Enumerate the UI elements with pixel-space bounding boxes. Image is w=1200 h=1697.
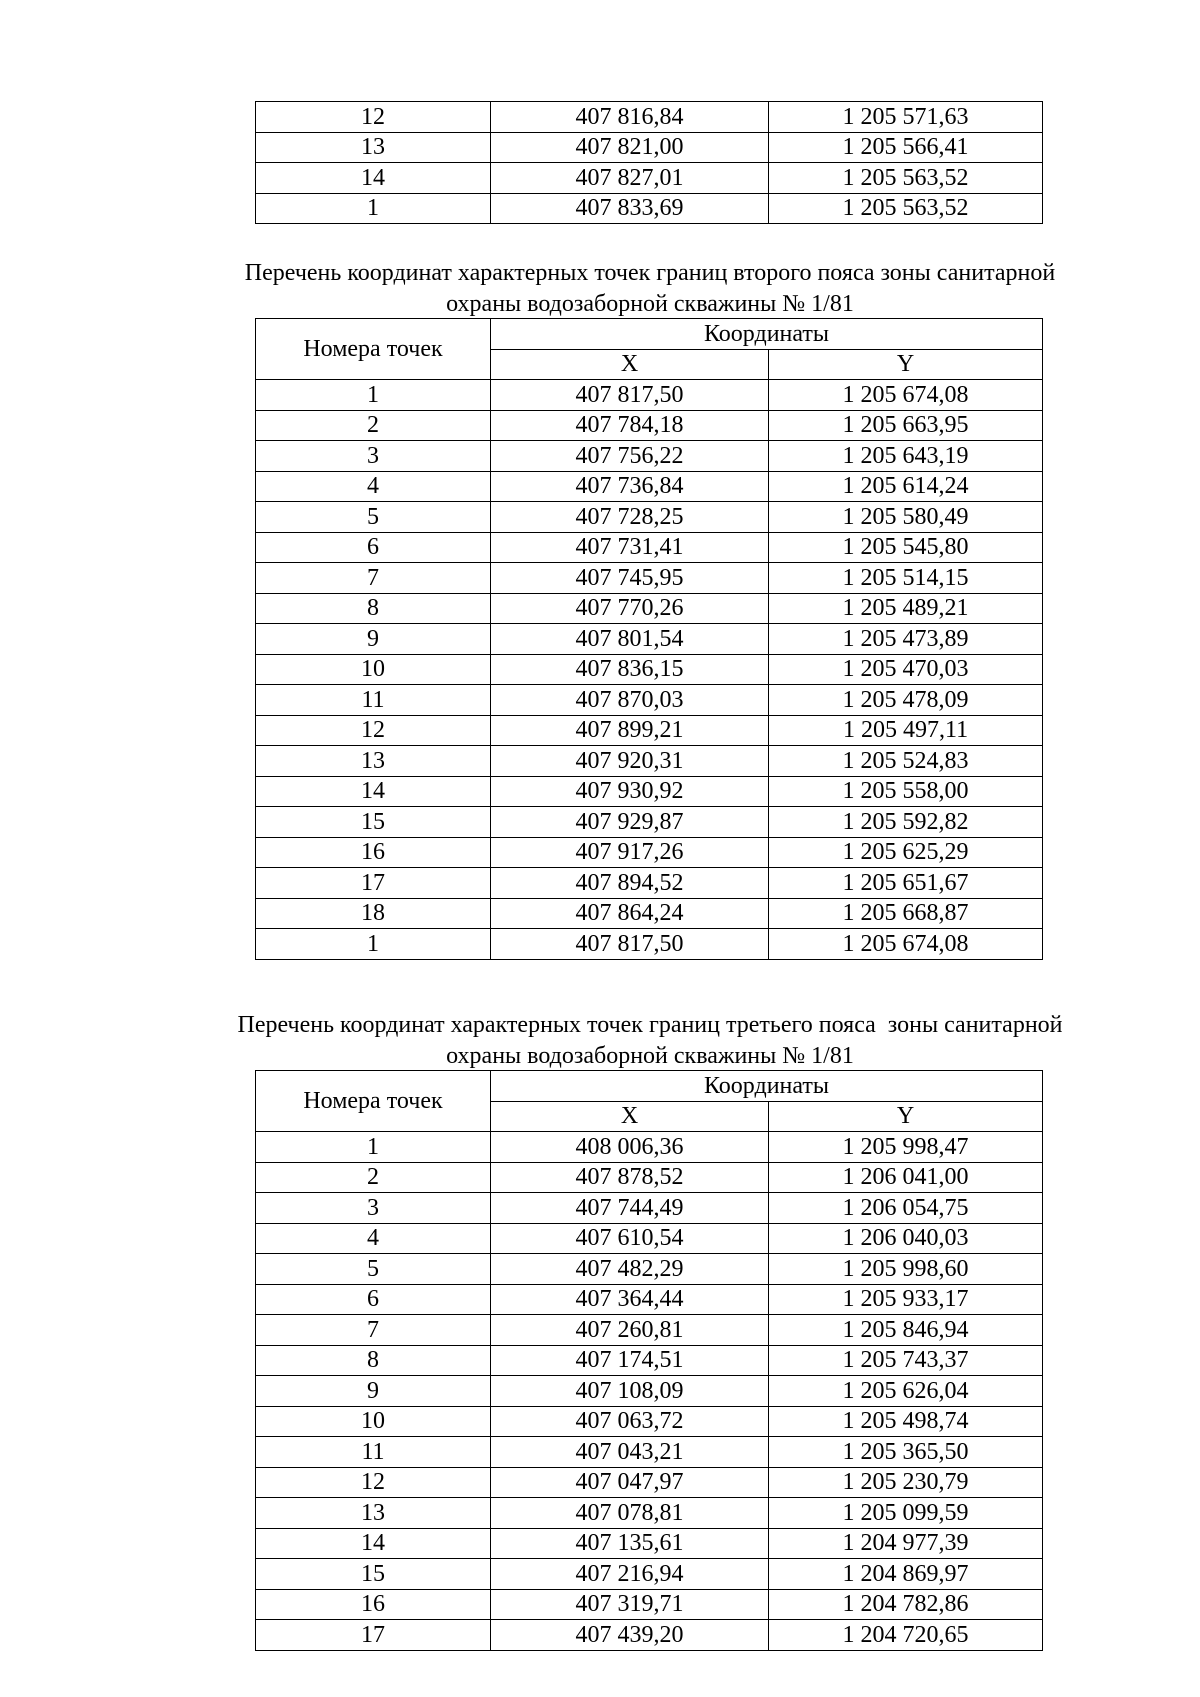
x-coordinate-cell: 407 920,31 xyxy=(491,746,769,777)
point-number-cell: 15 xyxy=(256,807,491,838)
x-coordinate-cell: 407 745,95 xyxy=(491,563,769,594)
table-row xyxy=(256,1376,1043,1407)
x-coordinate-cell: 407 770,26 xyxy=(491,593,769,624)
x-coordinate-cell: 407 878,52 xyxy=(491,1162,769,1193)
point-number-cell: 12 xyxy=(256,715,491,746)
continuation-table-body xyxy=(256,102,1043,224)
x-coordinate-cell: 407 917,26 xyxy=(491,837,769,868)
point-number-cell: 14 xyxy=(256,776,491,807)
third-zone-table-body xyxy=(256,1132,1043,1651)
table-row xyxy=(256,654,1043,685)
x-coordinate-cell: 407 929,87 xyxy=(491,807,769,838)
y-coordinate-cell: 1 205 473,89 xyxy=(769,624,1043,655)
y-coordinate-cell: 1 206 041,00 xyxy=(769,1162,1043,1193)
table-row xyxy=(256,1223,1043,1254)
table-row xyxy=(256,1559,1043,1590)
x-coordinate-cell: 407 801,54 xyxy=(491,624,769,655)
table-row xyxy=(256,1589,1043,1620)
y-coordinate-cell: 1 204 977,39 xyxy=(769,1528,1043,1559)
x-coordinate-cell: 407 836,15 xyxy=(491,654,769,685)
continuation-coordinates-table xyxy=(255,101,1043,224)
header-x: X xyxy=(491,349,769,380)
table-row xyxy=(256,532,1043,563)
table-row xyxy=(256,1406,1043,1437)
x-coordinate-cell: 407 216,94 xyxy=(491,1559,769,1590)
y-coordinate-cell: 1 205 545,80 xyxy=(769,532,1043,563)
table-row xyxy=(256,1193,1043,1224)
table-row xyxy=(256,837,1043,868)
table-row xyxy=(256,1498,1043,1529)
table-row xyxy=(256,593,1043,624)
point-number-cell: 1 xyxy=(256,1132,491,1163)
x-coordinate-cell: 407 736,84 xyxy=(491,471,769,502)
point-number-cell: 3 xyxy=(256,1193,491,1224)
third-zone-coordinates-table xyxy=(255,1070,1043,1651)
y-coordinate-cell: 1 205 998,60 xyxy=(769,1254,1043,1285)
header-point-numbers: Номера точек xyxy=(256,1071,491,1132)
x-coordinate-cell: 407 744,49 xyxy=(491,1193,769,1224)
point-number-cell: 15 xyxy=(256,1559,491,1590)
y-coordinate-cell: 1 205 614,24 xyxy=(769,471,1043,502)
point-number-cell: 3 xyxy=(256,441,491,472)
x-coordinate-cell: 407 731,41 xyxy=(491,532,769,563)
point-number-cell: 1 xyxy=(256,380,491,411)
point-number-cell: 9 xyxy=(256,1376,491,1407)
x-coordinate-cell: 407 817,50 xyxy=(491,380,769,411)
y-coordinate-cell: 1 205 651,67 xyxy=(769,868,1043,899)
y-coordinate-cell: 1 206 054,75 xyxy=(769,1193,1043,1224)
table-row xyxy=(256,807,1043,838)
point-number-cell: 6 xyxy=(256,532,491,563)
point-number-cell: 2 xyxy=(256,410,491,441)
table-row xyxy=(256,746,1043,777)
x-coordinate-cell: 407 439,20 xyxy=(491,1620,769,1651)
x-coordinate-cell: 407 078,81 xyxy=(491,1498,769,1529)
y-coordinate-cell: 1 205 571,63 xyxy=(769,102,1043,133)
point-number-cell: 5 xyxy=(256,1254,491,1285)
point-number-cell: 14 xyxy=(256,1528,491,1559)
table-row xyxy=(256,1315,1043,1346)
header-coordinates: Координаты xyxy=(491,1071,1043,1102)
x-coordinate-cell: 407 894,52 xyxy=(491,868,769,899)
second-zone-caption xyxy=(160,258,1140,320)
table-row xyxy=(256,1162,1043,1193)
header-point-numbers: Номера точек xyxy=(256,319,491,380)
y-coordinate-cell: 1 205 580,49 xyxy=(769,502,1043,533)
third-zone-caption-line1: Перечень координат характерных точек границ третьего пояса зоны санитарной xyxy=(237,1012,1063,1038)
second-zone-coordinates-table xyxy=(255,318,1043,960)
y-coordinate-cell: 1 205 497,11 xyxy=(769,715,1043,746)
y-coordinate-cell: 1 205 558,00 xyxy=(769,776,1043,807)
table-row xyxy=(256,1437,1043,1468)
point-number-cell: 17 xyxy=(256,868,491,899)
table-row xyxy=(256,1345,1043,1376)
point-number-cell: 4 xyxy=(256,1223,491,1254)
y-coordinate-cell: 1 205 625,29 xyxy=(769,837,1043,868)
y-coordinate-cell: 1 205 663,95 xyxy=(769,410,1043,441)
table-row xyxy=(256,1254,1043,1285)
table-row xyxy=(256,776,1043,807)
table-header-row xyxy=(256,1071,1043,1102)
header-coordinates: Координаты xyxy=(491,319,1043,350)
point-number-cell: 4 xyxy=(256,471,491,502)
third-zone-caption-line2: охраны водозаборной скважины № 1/81 xyxy=(446,1043,854,1069)
y-coordinate-cell: 1 205 674,08 xyxy=(769,380,1043,411)
x-coordinate-cell: 407 728,25 xyxy=(491,502,769,533)
x-coordinate-cell: 407 899,21 xyxy=(491,715,769,746)
point-number-cell: 12 xyxy=(256,102,491,133)
y-coordinate-cell: 1 205 365,50 xyxy=(769,1437,1043,1468)
point-number-cell: 11 xyxy=(256,685,491,716)
table-row xyxy=(256,624,1043,655)
y-coordinate-cell: 1 206 040,03 xyxy=(769,1223,1043,1254)
table-row xyxy=(256,1467,1043,1498)
table-row xyxy=(256,868,1043,899)
table-row xyxy=(256,1132,1043,1163)
x-coordinate-cell: 407 784,18 xyxy=(491,410,769,441)
y-coordinate-cell: 1 205 566,41 xyxy=(769,132,1043,163)
point-number-cell: 1 xyxy=(256,929,491,960)
point-number-cell: 7 xyxy=(256,1315,491,1346)
y-coordinate-cell: 1 204 720,65 xyxy=(769,1620,1043,1651)
y-coordinate-cell: 1 204 782,86 xyxy=(769,1589,1043,1620)
point-number-cell: 8 xyxy=(256,593,491,624)
table-row xyxy=(256,441,1043,472)
point-number-cell: 10 xyxy=(256,1406,491,1437)
table-row xyxy=(256,1620,1043,1651)
table-row xyxy=(256,685,1043,716)
table-row xyxy=(256,410,1043,441)
point-number-cell: 9 xyxy=(256,624,491,655)
x-coordinate-cell: 407 756,22 xyxy=(491,441,769,472)
third-zone-caption xyxy=(160,1010,1140,1072)
x-coordinate-cell: 407 870,03 xyxy=(491,685,769,716)
x-coordinate-cell: 407 135,61 xyxy=(491,1528,769,1559)
y-coordinate-cell: 1 205 743,37 xyxy=(769,1345,1043,1376)
y-coordinate-cell: 1 205 674,08 xyxy=(769,929,1043,960)
y-coordinate-cell: 1 205 998,47 xyxy=(769,1132,1043,1163)
y-coordinate-cell: 1 205 470,03 xyxy=(769,654,1043,685)
point-number-cell: 17 xyxy=(256,1620,491,1651)
y-coordinate-cell: 1 205 563,52 xyxy=(769,163,1043,194)
table-row xyxy=(256,193,1043,224)
header-y: Y xyxy=(769,349,1043,380)
point-number-cell: 2 xyxy=(256,1162,491,1193)
table-row xyxy=(256,163,1043,194)
x-coordinate-cell: 408 006,36 xyxy=(491,1132,769,1163)
point-number-cell: 18 xyxy=(256,898,491,929)
x-coordinate-cell: 407 108,09 xyxy=(491,1376,769,1407)
x-coordinate-cell: 407 063,72 xyxy=(491,1406,769,1437)
second-zone-caption-line2: охраны водозаборной скважины № 1/81 xyxy=(446,291,854,317)
second-zone-table-body xyxy=(256,380,1043,960)
point-number-cell: 16 xyxy=(256,837,491,868)
point-number-cell: 10 xyxy=(256,654,491,685)
x-coordinate-cell: 407 817,50 xyxy=(491,929,769,960)
y-coordinate-cell: 1 205 514,15 xyxy=(769,563,1043,594)
y-coordinate-cell: 1 204 869,97 xyxy=(769,1559,1043,1590)
x-coordinate-cell: 407 047,97 xyxy=(491,1467,769,1498)
table-row xyxy=(256,929,1043,960)
x-coordinate-cell: 407 364,44 xyxy=(491,1284,769,1315)
table-row xyxy=(256,102,1043,133)
point-number-cell: 16 xyxy=(256,1589,491,1620)
y-coordinate-cell: 1 205 524,83 xyxy=(769,746,1043,777)
y-coordinate-cell: 1 205 230,79 xyxy=(769,1467,1043,1498)
x-coordinate-cell: 407 821,00 xyxy=(491,132,769,163)
y-coordinate-cell: 1 205 563,52 xyxy=(769,193,1043,224)
x-coordinate-cell: 407 260,81 xyxy=(491,1315,769,1346)
y-coordinate-cell: 1 205 933,17 xyxy=(769,1284,1043,1315)
table-row xyxy=(256,563,1043,594)
point-number-cell: 13 xyxy=(256,132,491,163)
x-coordinate-cell: 407 827,01 xyxy=(491,163,769,194)
point-number-cell: 14 xyxy=(256,163,491,194)
point-number-cell: 13 xyxy=(256,746,491,777)
table-row xyxy=(256,502,1043,533)
x-coordinate-cell: 407 174,51 xyxy=(491,1345,769,1376)
table-row xyxy=(256,1528,1043,1559)
second-zone-caption-line1: Перечень координат характерных точек границ второго пояса зоны санитарной xyxy=(244,260,1056,286)
table-row xyxy=(256,471,1043,502)
x-coordinate-cell: 407 610,54 xyxy=(491,1223,769,1254)
y-coordinate-cell: 1 205 478,09 xyxy=(769,685,1043,716)
table-row xyxy=(256,132,1043,163)
point-number-cell: 6 xyxy=(256,1284,491,1315)
point-number-cell: 1 xyxy=(256,193,491,224)
y-coordinate-cell: 1 205 489,21 xyxy=(769,593,1043,624)
y-coordinate-cell: 1 205 626,04 xyxy=(769,1376,1043,1407)
x-coordinate-cell: 407 319,71 xyxy=(491,1589,769,1620)
x-coordinate-cell: 407 833,69 xyxy=(491,193,769,224)
y-coordinate-cell: 1 205 498,74 xyxy=(769,1406,1043,1437)
point-number-cell: 13 xyxy=(256,1498,491,1529)
table-row xyxy=(256,715,1043,746)
table-header-row xyxy=(256,319,1043,350)
y-coordinate-cell: 1 205 668,87 xyxy=(769,898,1043,929)
x-coordinate-cell: 407 482,29 xyxy=(491,1254,769,1285)
header-x: X xyxy=(491,1101,769,1132)
point-number-cell: 8 xyxy=(256,1345,491,1376)
x-coordinate-cell: 407 864,24 xyxy=(491,898,769,929)
y-coordinate-cell: 1 205 846,94 xyxy=(769,1315,1043,1346)
table-row xyxy=(256,1284,1043,1315)
header-y: Y xyxy=(769,1101,1043,1132)
y-coordinate-cell: 1 205 643,19 xyxy=(769,441,1043,472)
table-row xyxy=(256,380,1043,411)
x-coordinate-cell: 407 816,84 xyxy=(491,102,769,133)
point-number-cell: 12 xyxy=(256,1467,491,1498)
y-coordinate-cell: 1 205 592,82 xyxy=(769,807,1043,838)
table-row xyxy=(256,898,1043,929)
point-number-cell: 5 xyxy=(256,502,491,533)
point-number-cell: 7 xyxy=(256,563,491,594)
x-coordinate-cell: 407 043,21 xyxy=(491,1437,769,1468)
point-number-cell: 11 xyxy=(256,1437,491,1468)
x-coordinate-cell: 407 930,92 xyxy=(491,776,769,807)
y-coordinate-cell: 1 205 099,59 xyxy=(769,1498,1043,1529)
